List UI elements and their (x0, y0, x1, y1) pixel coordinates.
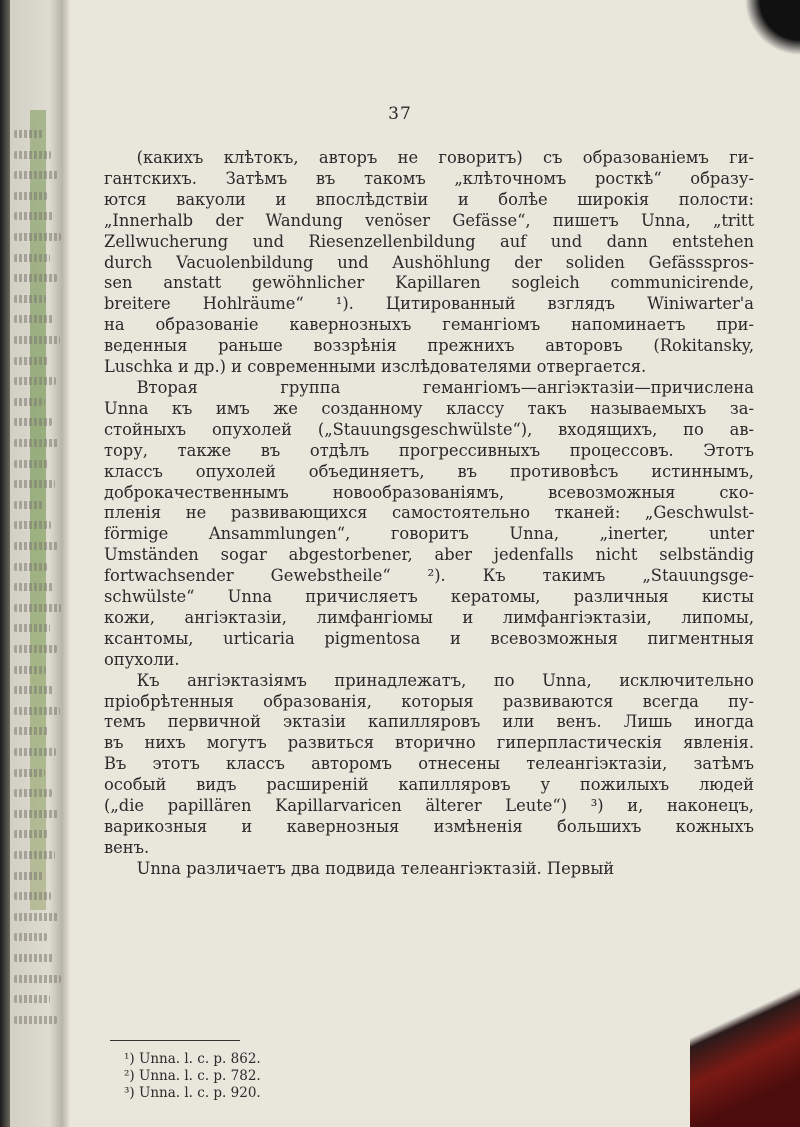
text-line: венъ. (104, 837, 150, 857)
text-line: стойныхъ опухолей („Stauungsgeschwülste“), входящихъ, по ав- (104, 419, 754, 439)
facing-line (14, 274, 57, 282)
text-line: Umständen sogar abgestorbener, aber jedenfalls nicht selbständig (104, 545, 754, 565)
text-line: durch Vacuolenbildung und Aushöhlung der soliden Gefässspros- (104, 252, 754, 272)
facing-line (14, 954, 54, 962)
facing-line (14, 295, 46, 303)
facing-line (14, 521, 51, 529)
facing-line (14, 789, 52, 797)
scan-corner-top (730, 0, 800, 70)
text-line: breitere Hohlräume“ ¹). Цитированный взглядъ Winiwarter'a (104, 294, 754, 314)
footnote-3: ³) Unna. l. c. p. 920. (124, 1085, 261, 1101)
scan-corner-bottom (690, 867, 800, 1127)
facing-line (14, 1016, 57, 1024)
facing-line (14, 192, 47, 200)
facing-line (14, 501, 44, 509)
text-line: Luschka и др.) и современными изслѣдователями отвергается. (104, 357, 647, 377)
text-line: пленія не развивающихся самостоятельно тканей: „Geschwulst- (104, 503, 754, 523)
facing-line (14, 727, 49, 735)
text-line: Вторая группа гемангіомъ—ангіэктазіи—причислена (136, 377, 754, 397)
text-line: fortwachsender Gewebstheile“ ²). Къ такимъ „Stauungsge- (104, 566, 754, 586)
facing-line (14, 357, 49, 365)
text-line: Unna различаетъ два подвида телеангіэктазій. Первый (136, 858, 615, 878)
text-line: пріобрѣтенныя образованія, которыя развиваются всегда пу- (104, 691, 754, 711)
text-line: опухоли. (104, 649, 180, 669)
facing-line (14, 130, 44, 138)
facing-line (14, 769, 45, 777)
facing-line (14, 686, 53, 694)
text-line: тору, также въ отдѣлъ прогрессивныхъ процессовъ. Этотъ (104, 440, 754, 460)
text-line: кожи, ангіэктазіи, лимфангіомы и лимфангіэктазіи, липомы, (104, 607, 754, 627)
facing-line (14, 480, 55, 488)
facing-line (14, 830, 48, 838)
text-line: Zellwucherung und Riesenzellenbildung auf und dann entstehen (104, 231, 754, 251)
facing-line (14, 851, 55, 859)
page-fold (62, 0, 70, 1127)
text-line: на образованіе кавернозныхъ гемангіомъ напоминаетъ при- (104, 315, 754, 335)
text-line: гантскихъ. Затѣмъ въ такомъ „клѣточномъ росткѣ“ образу- (104, 168, 754, 188)
text-line: sen anstatt gewöhnlicher Kapillaren sogleich communicirende, (104, 273, 754, 293)
footnotes (124, 1051, 261, 1102)
text-line: ются вакуоли и впослѣдствіи и болѣе широкія полости: (104, 189, 754, 209)
facing-line (14, 151, 51, 159)
facing-line (14, 933, 47, 941)
facing-line (14, 377, 56, 385)
text-line: Въ этотъ классъ авторомъ отнесены телеангіэктазіи, затѣмъ (104, 754, 754, 774)
facing-line (14, 212, 54, 220)
text-line: (какихъ клѣтокъ, авторъ не говоритъ) съ образованіемъ ги- (136, 148, 754, 167)
text-line: веденныя раньше воззрѣнія прежнихъ авторовъ (Rokitansky, (104, 336, 754, 356)
page-number: 37 (388, 104, 412, 124)
facing-line (14, 418, 52, 426)
facing-line (14, 707, 60, 715)
facing-line (14, 315, 53, 323)
facing-line (14, 171, 58, 179)
facing-line (14, 645, 57, 653)
facing-line (14, 563, 47, 571)
binding-shadow (0, 0, 10, 1127)
text-line: schwülste“ Unna причисляетъ кератомы, различныя кисты (104, 587, 754, 607)
facing-line (14, 583, 54, 591)
facing-line (14, 748, 56, 756)
facing-line (14, 233, 61, 241)
text-line: доброкачественнымъ новообразованіямъ, всевозможныя ско- (104, 482, 754, 502)
facing-line (14, 666, 46, 674)
footnote-2: ²) Unna. l. c. p. 782. (124, 1068, 261, 1084)
text-line: особый видъ расширеній капилляровъ у пожилыхъ людей (104, 775, 754, 795)
text-line: („die papillären Kapillarvaricen älterer Leute“) ³) и, наконецъ, (104, 796, 754, 816)
facing-line (14, 604, 61, 612)
facing-line (14, 439, 59, 447)
facing-line (14, 624, 50, 632)
facing-line (14, 336, 60, 344)
text-line: въ нихъ могутъ развиться вторично гиперпластическія явленія. (104, 733, 754, 753)
facing-line (14, 254, 50, 262)
text-line: förmige Ansammlungen“, говоритъ Unna, „inerter, unter (104, 524, 754, 544)
facing-line (14, 892, 51, 900)
facing-line (14, 542, 58, 550)
text-line: „Innerhalb der Wandung venöser Gefässe“, пишетъ Unna, „tritt (104, 210, 754, 230)
footnote-rule (110, 1040, 240, 1041)
text-line: темъ первичной эктазіи капилляровъ или венъ. Лишь иногда (104, 712, 754, 732)
facing-line (14, 872, 44, 880)
facing-line (14, 975, 61, 983)
facing-line (14, 913, 58, 921)
body-text (104, 148, 754, 880)
facing-line (14, 398, 45, 406)
text-line: Unna къ имъ же созданному классу такъ называемыхъ за- (104, 398, 754, 418)
facing-line (14, 810, 59, 818)
text-line: варикозныя и кавернозныя измѣненія большихъ кожныхъ (104, 817, 754, 836)
footnote-1: ¹) Unna. l. c. p. 862. (124, 1051, 261, 1067)
text-line: Къ ангіэктазіямъ принадлежатъ, по Unna, исключительно (136, 670, 754, 690)
facing-line (14, 460, 48, 468)
text-line: ксантомы, urticaria pigmentosa и всевозможныя пигментныя (104, 628, 754, 648)
facing-line (14, 995, 50, 1003)
text-line: классъ опухолей объединяетъ, въ противовѣсъ истиннымъ, (104, 461, 754, 481)
